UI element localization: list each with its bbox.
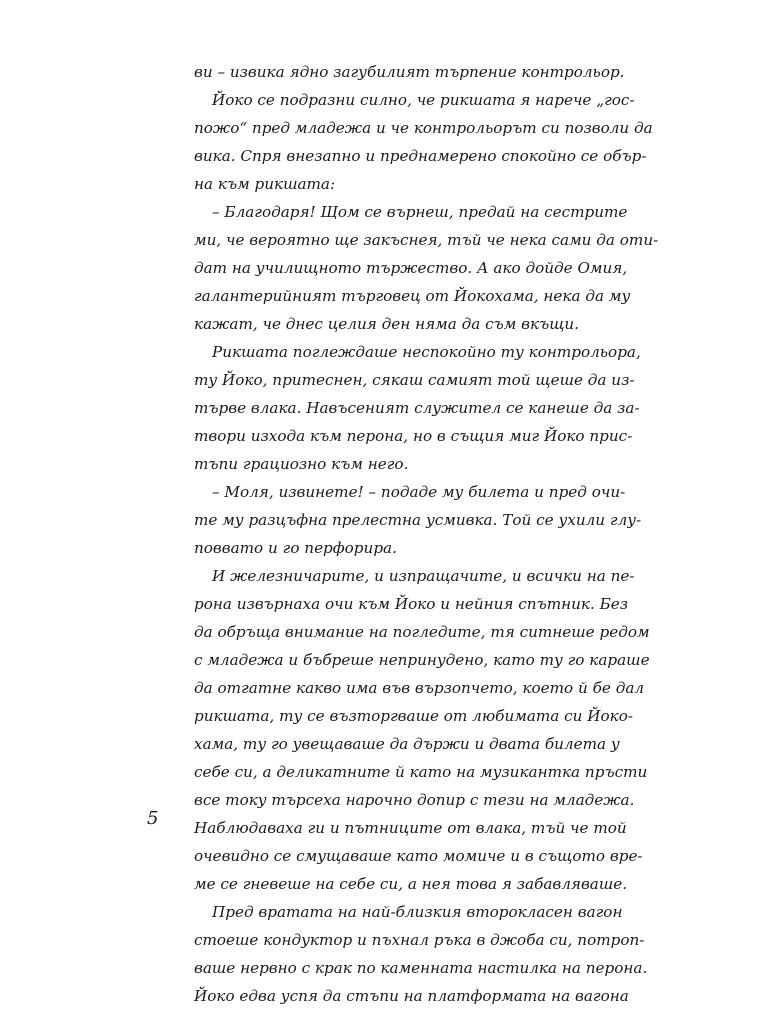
text-line: Пред вратата на най-близкия второкласен вагон — [212, 903, 623, 921]
text-line: да отгатне какво има във вързопчето, което й бе дал — [194, 679, 645, 697]
page-number: 5 — [147, 808, 159, 829]
text-line: на към рикшата: — [194, 175, 336, 193]
text-line: търве влака. Навъсеният служител се канеше да за- — [194, 399, 640, 417]
text-line: да обръща внимание на погледите, тя ситнеше редом — [194, 623, 650, 641]
text-line: себе си, а деликатните й като на музикантка пръсти — [194, 763, 648, 781]
text-line: рикшата, ту се възторгваше от любимата си Йоко- — [194, 707, 634, 725]
text-line: ми, че вероятно ще закъснея, тъй че нека сами да оти- — [194, 231, 659, 249]
text-line: – Благодаря! Щом се върнеш, предай на сестрите — [212, 203, 628, 221]
text-line: пожо“ пред младежа и че контрольорът си позволи да — [194, 119, 653, 137]
text-line: тъпи грациозно към него. — [194, 455, 409, 473]
body-text — [194, 58, 659, 1010]
text-line: твори изхода към перона, но в същия миг Йоко прис- — [194, 427, 633, 445]
text-line: Йоко едва успя да стъпи на платформата на вагона — [194, 987, 629, 1005]
text-line: хама, ту го увещаваше да държи и двата билета у — [194, 735, 620, 753]
text-line: все току търсеха нарочно допир с тези на младежа. — [194, 791, 635, 809]
text-line: ту Йоко, притеснен, сякаш самият той щеше да из- — [194, 371, 635, 389]
text-line: стоеше кондуктор и пъхнал ръка в джоба си, потроп- — [194, 931, 645, 949]
text-line: Наблюдаваха ги и пътниците от влака, тъй че той — [194, 819, 627, 837]
text-line: – Моля, извинете! – подаде му билета и пред очи- — [212, 483, 626, 501]
text-line: вика. Спря внезапно и преднамерено спокойно се обър- — [194, 147, 647, 165]
text-line: галантерийният търговец от Йокохама, нека да му — [194, 287, 631, 305]
text-line: Рикшата поглеждаше неспокойно ту контрольора, — [212, 343, 641, 361]
text-line: поввато и го перфорира. — [194, 539, 397, 557]
text-line: ме се гневеше на себе си, а нея това я забавляваше. — [194, 875, 628, 893]
text-line: дат на училищното тържество. А ако дойде Омия, — [194, 259, 628, 277]
text-line: те му разцъфна прелестна усмивка. Той се ухили глу- — [194, 511, 642, 529]
text-line: ви – извика ядно загубилият търпение контрольор. — [194, 63, 625, 81]
text-line: кажат, че днес целия ден няма да съм вкъщи. — [194, 315, 580, 333]
text-line: с младежа и бъбреше непринудено, като ту го караше — [194, 651, 650, 669]
text-line: И железничарите, и изпращачите, и всички на пе- — [212, 567, 635, 585]
text-line: рона извърнаха очи към Йоко и нейния спътник. Без — [194, 595, 629, 613]
text-line: ваше нервно с крак по каменната настилка на перона. — [194, 959, 648, 977]
text-line: очевидно се смущаваше като момиче и в същото вре- — [194, 847, 643, 865]
text-line: Йоко се подразни силно, че рикшата я нарече „гос- — [212, 91, 635, 109]
